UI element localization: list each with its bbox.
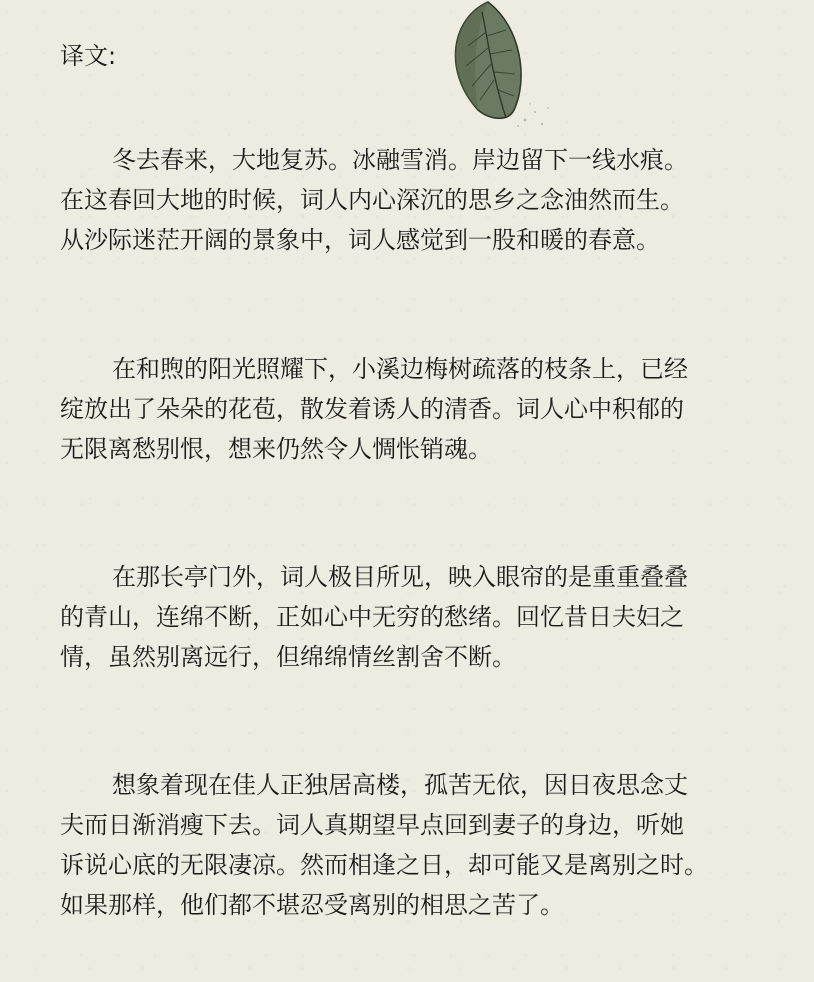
paragraph-line: 在和煦的阳光照耀下，小溪边梅树疏落的枝条上，已经 [112,355,688,383]
paragraph-line: 情，虽然别离远行，但绵绵情丝割舍不断。 [60,643,516,671]
paragraph-line: 夫而日渐消瘦下去。词人真期望早点回到妻子的身边，听她 [60,811,684,839]
paragraph-line: 无限离愁别恨，想来仍然令人惆怅销魂。 [60,435,492,463]
translation-paragraph [60,349,760,469]
paragraph-line: 绽放出了朵朵的花苞，散发着诱人的清香。词人心中积郁的 [60,395,684,423]
paragraph-line: 冬去春来，大地复苏。冰融雪消。岸边留下一线水痕。 [112,146,688,174]
paragraph-line: 如果那样，他们都不堪忍受离别的相思之苦了。 [60,891,564,919]
paragraph-line: 想象着现在佳人正独居高楼，孤苦无依，因日夜思念丈 [112,771,688,799]
translation-paragraph [60,140,760,260]
paragraph-line: 在那长亭门外，词人极目所见，映入眼帘的是重重叠叠 [112,563,688,591]
paragraph-line: 诉说心底的无限凄凉。然而相逢之日，却可能又是离别之时。 [60,851,708,879]
page-heading: 译文: [60,42,117,70]
paragraph-line: 从沙际迷茫开阔的景象中，词人感觉到一股和暖的春意。 [60,226,660,254]
leaf-icon [430,0,560,130]
paragraph-line: 的青山，连绵不断，正如心中无穷的愁绪。回忆昔日夫妇之 [60,603,684,631]
paragraph-line: 在这春回大地的时候，词人内心深沉的思乡之念油然而生。 [60,186,684,214]
translation-paragraph [60,557,760,677]
translation-paragraph [60,765,760,925]
